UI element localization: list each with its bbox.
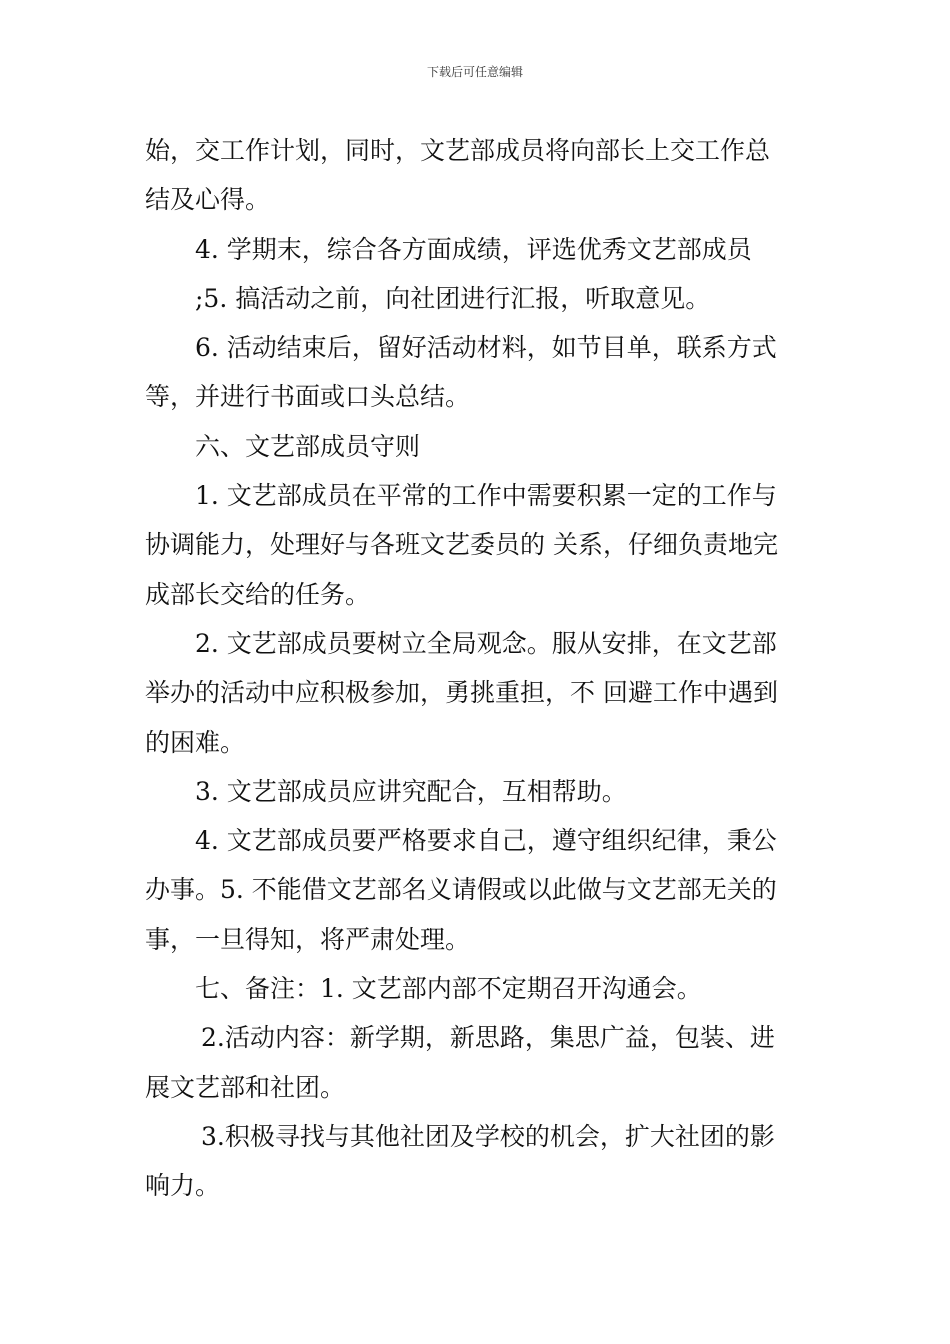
- paragraph-line: 成部长交给的任务。: [145, 579, 371, 609]
- section-heading: 七、备注：1. 文艺部内部不定期召开沟通会。: [195, 974, 702, 1004]
- paragraph-line: 办事。5. 不能借文艺部名义请假或以此做与文艺部无关的: [145, 875, 777, 905]
- paragraph-line: 举办的活动中应积极参加，勇挑重担，不 回避工作中遇到: [145, 678, 778, 708]
- paragraph-line: 2.活动内容：新学期，新思路，集思广益，包装、进: [201, 1023, 775, 1053]
- paragraph-line: 3. 文艺部成员应讲究配合，互相帮助。: [195, 776, 627, 806]
- paragraph-line: 等，并进行书面或口头总结。: [145, 382, 471, 412]
- paragraph-line: 响力。: [145, 1171, 221, 1201]
- section-heading: 六、文艺部成员守则: [195, 431, 421, 461]
- paragraph-line: 协调能力，处理好与各班文艺委员的 关系，仔细负责地完: [145, 530, 778, 560]
- page-header: 下载后可任意编辑: [426, 65, 523, 79]
- paragraph-line: 展文艺部和社团。: [145, 1072, 346, 1102]
- paragraph-line: 的困难。: [145, 727, 246, 757]
- paragraph-line: 1. 文艺部成员在平常的工作中需要积累一定的工作与: [195, 481, 777, 511]
- paragraph-line: 6. 活动结束后，留好活动材料，如节目单，联系方式: [195, 333, 777, 363]
- paragraph-line: ;5. 搞活动之前，向社团进行汇报，听取意见。: [195, 283, 711, 313]
- paragraph-line: 3.积极寻找与其他社团及学校的机会，扩大社团的影: [201, 1121, 775, 1151]
- paragraph-line: 2. 文艺部成员要树立全局观念。服从安排，在文艺部: [195, 628, 777, 658]
- paragraph-line: 4. 学期末，综合各方面成绩，评选优秀文艺部成员: [195, 234, 752, 264]
- paragraph-line: 事，一旦得知，将严肃处理。: [145, 924, 471, 954]
- paragraph-line: 结及心得。: [145, 185, 271, 215]
- paragraph-line: 4. 文艺部成员要严格要求自己，遵守组织纪律，秉公: [195, 826, 777, 856]
- document-body: [145, 126, 810, 1211]
- paragraph-line: 始，交工作计划，同时，文艺部成员将向部长上交工作总: [145, 136, 771, 165]
